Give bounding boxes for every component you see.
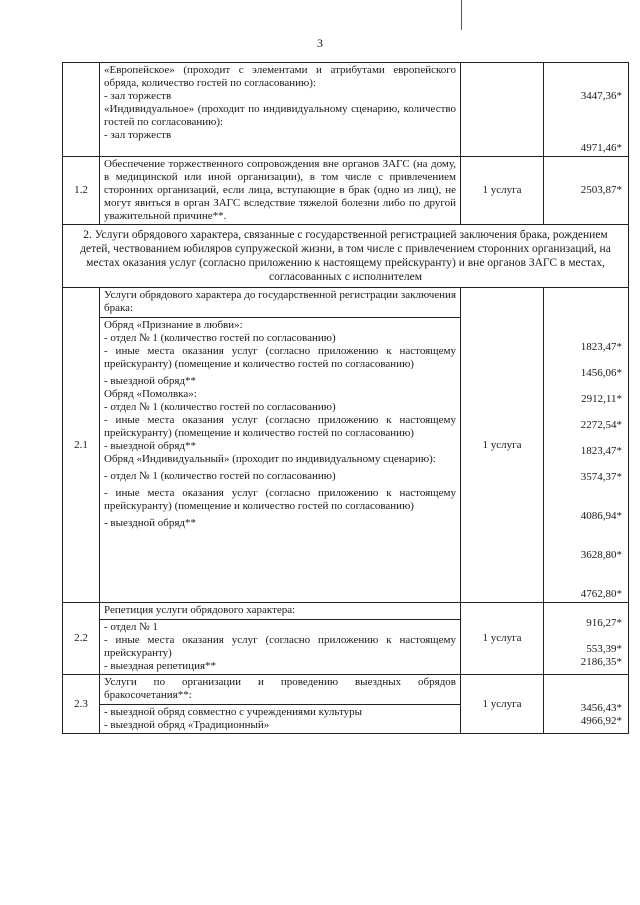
list-item: - иные места оказания услуг (согласно приложению к настоящему прейскуранту) (помещение и количество гостей по согласованию)	[104, 414, 456, 439]
price-value: 2272,54*	[580, 419, 622, 431]
rite-title: Обряд «Признание в любви»:	[100, 317, 460, 332]
price-value: 3447,36*	[580, 90, 622, 102]
table-row	[63, 675, 629, 734]
row-number: 2.1	[63, 288, 100, 603]
page-number: 3	[317, 36, 323, 50]
price-value: 1456,06*	[580, 367, 622, 379]
price-value: 2503,87*	[544, 157, 629, 225]
price-value: 4086,94*	[580, 510, 622, 522]
service-description: Обеспечение торжественного сопровождения вне органов ЗАГС (на дому, в медицинской или иной организации), в том числе с привлечением сторонних организаций, если лица, вступающие в брак (одно из лиц), не могут явиться в орган ЗАГС вследствие тяжелой болезни либо по другой уважительной причине**.	[100, 157, 461, 225]
price-value: 4966,92*	[580, 715, 622, 727]
price-cell	[544, 63, 629, 157]
table-row	[63, 603, 629, 675]
table-row	[63, 288, 629, 603]
list-item: - отдел № 1	[100, 619, 460, 634]
list-item: - зал торжеств	[104, 90, 172, 102]
price-value: 3456,43*	[580, 702, 622, 714]
description-cell	[100, 603, 461, 675]
price-cell	[544, 675, 629, 734]
description-cell	[100, 288, 461, 603]
table-row	[63, 157, 629, 225]
price-cell	[544, 603, 629, 675]
crop-mark	[461, 0, 462, 30]
price-table	[62, 62, 629, 734]
subsection-header: Услуги по организации и проведению выездных обрядов бракосочетания**:	[104, 676, 456, 701]
rite-title: Обряд «Помолвка»:	[104, 388, 197, 400]
table-row	[63, 63, 629, 157]
list-item: - иные места оказания услуг (согласно приложению к настоящему прейскуранту)	[104, 634, 456, 659]
section-row	[63, 225, 629, 288]
list-item: - зал торжеств	[104, 129, 172, 141]
list-item: - выездной обряд «Традиционный»	[104, 719, 270, 731]
list-item: - выездная репетиция**	[104, 660, 217, 672]
list-item: - выездной обряд**	[104, 517, 197, 529]
price-value: 2912,11*	[581, 393, 622, 405]
rite-title: Обряд «Индивидуальный» (проходит по индивидуальному сценарию):	[104, 453, 436, 465]
price-cell	[544, 288, 629, 603]
list-item: - выездной обряд**	[104, 440, 197, 452]
description-cell	[100, 63, 461, 157]
list-item: - отдел № 1 (количество гостей по согласованию)	[104, 401, 336, 413]
price-value: 553,39*	[586, 643, 622, 655]
list-item: - иные места оказания услуг (согласно приложению к настоящему прейскуранту) (помещение и количество гостей по согласованию)	[104, 487, 456, 512]
unit-cell: 1 услуга	[461, 675, 544, 734]
unit-cell: 1 услуга	[461, 288, 544, 603]
unit-cell: 1 услуга	[461, 157, 544, 225]
subsection-header: Репетиция услуги обрядового характера:	[104, 604, 296, 616]
row-number: 1.2	[63, 157, 100, 225]
row-number-cell	[63, 63, 100, 157]
row-number: 2.3	[63, 675, 100, 734]
price-value: 2186,35*	[580, 656, 622, 668]
list-item: - выездной обряд совместно с учреждениями культуры	[100, 704, 460, 719]
price-value: 1823,47*	[580, 445, 622, 457]
price-value: 1823,47*	[580, 341, 622, 353]
price-value: 3628,80*	[580, 549, 622, 561]
service-description: «Европейское» (проходит с элементами и атрибутами европейского обряда, количество гостей по согласованию):	[104, 64, 456, 89]
subsection-header: Услуги обрядового характера до государственной регистрации заключения брака:	[104, 289, 456, 314]
list-item: - иные места оказания услуг (согласно приложению к настоящему прейскуранту) (помещение и количество гостей по согласованию)	[104, 345, 456, 370]
unit-cell: 1 услуга	[461, 603, 544, 675]
list-item: - выездной обряд**	[104, 375, 197, 387]
price-value: 4971,46*	[580, 142, 622, 154]
row-number: 2.2	[63, 603, 100, 675]
description-cell	[100, 675, 461, 734]
list-item: - отдел № 1 (количество гостей по согласованию)	[104, 470, 336, 482]
price-value: 4762,80*	[580, 588, 622, 600]
section-heading: 2. Услуги обрядового характера, связанные с государственной регистрацией заключения брака, рождением детей, чествованием юбиляров супружеской жизни, в том числе с привлечением сторонних организаций, на местах оказания услуг (согласно приложению к настоящему прейскуранту) и вне органов ЗАГС в местах, согласованных с исполнителем	[63, 225, 629, 288]
unit-cell	[461, 63, 544, 157]
list-item: - отдел № 1 (количество гостей по согласованию)	[104, 332, 336, 344]
price-value: 3574,37*	[580, 471, 622, 483]
service-description: «Индивидуальное» (проходит по индивидуальному сценарию, количество гостей по согласованию):	[104, 103, 456, 128]
price-value: 916,27*	[586, 617, 622, 629]
